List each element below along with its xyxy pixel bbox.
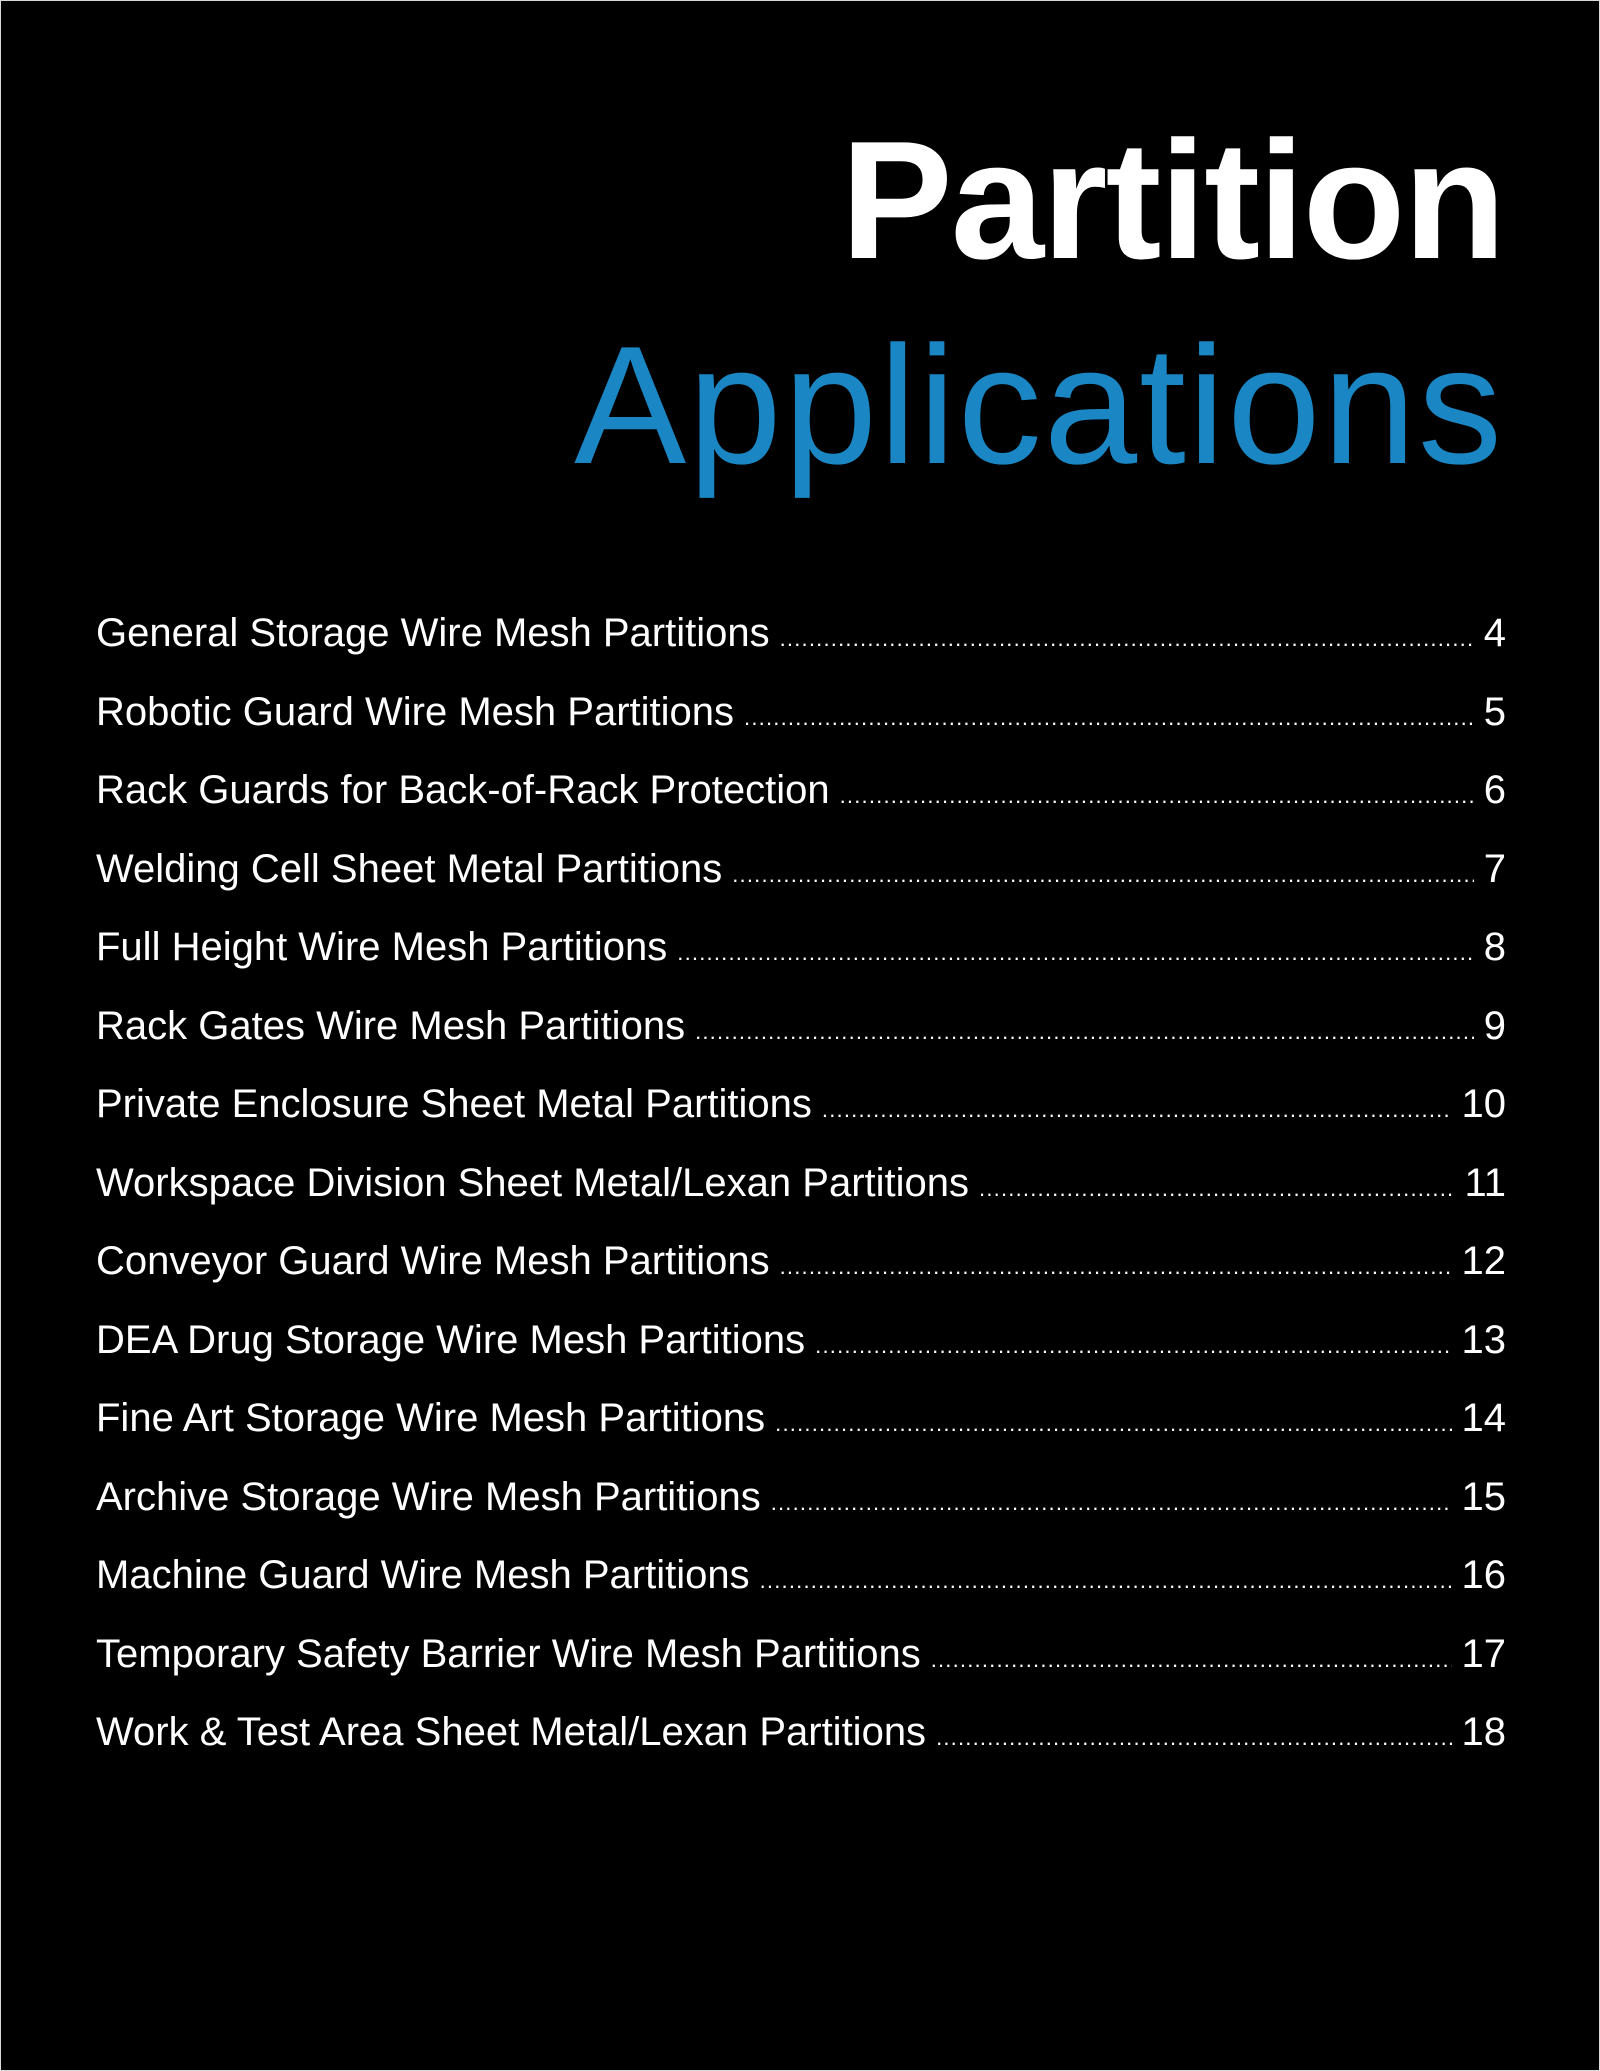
toc-entry-label: Work & Test Area Sheet Metal/Lexan Partitions [96, 1710, 927, 1754]
dot-leader [780, 626, 1474, 652]
toc-entry-page: 9 [1483, 1003, 1506, 1048]
toc-entry-label: Full Height Wire Mesh Partitions [96, 925, 668, 969]
dot-leader [840, 783, 1474, 809]
toc-entry-label: Conveyor Guard Wire Mesh Partitions [96, 1239, 770, 1283]
toc-entry-page: 8 [1483, 925, 1506, 969]
dot-leader [732, 862, 1474, 888]
toc-entry[interactable] [96, 768, 1506, 847]
toc-entry-page: 7 [1483, 846, 1506, 891]
dot-leader [931, 1647, 1452, 1673]
toc-entry-page: 14 [1461, 1396, 1506, 1440]
toc-entry-label: Robotic Guard Wire Mesh Partitions [96, 689, 735, 734]
dot-leader [695, 1019, 1474, 1045]
toc-entry[interactable] [96, 925, 1506, 1004]
toc-entry-page: 18 [1461, 1710, 1506, 1754]
dot-leader [815, 1333, 1451, 1359]
toc-entry-page: 6 [1483, 768, 1506, 812]
toc-entry[interactable] [96, 1318, 1506, 1397]
toc-entry[interactable] [96, 1239, 1506, 1318]
toc-entry-label: Workspace Division Sheet Metal/Lexan Partitions [96, 1160, 970, 1205]
toc-entry-page: 10 [1461, 1082, 1506, 1126]
toc-entry-page: 11 [1464, 1160, 1506, 1205]
title-applications: Applications [574, 311, 1504, 499]
toc-entry-label: Rack Guards for Back-of-Rack Protection [96, 768, 830, 812]
toc-entry-page: 5 [1483, 689, 1506, 734]
toc-entry[interactable] [96, 847, 1506, 926]
toc-entry-page: 13 [1461, 1317, 1506, 1362]
toc-entry[interactable] [96, 1082, 1506, 1161]
toc-entry[interactable] [96, 1004, 1506, 1083]
toc-entry[interactable] [96, 1632, 1506, 1711]
toc-entry-page: 12 [1461, 1239, 1506, 1283]
toc-entry[interactable] [96, 1710, 1506, 1789]
toc-entry-label: General Storage Wire Mesh Partitions [96, 611, 770, 655]
dot-leader [979, 1176, 1454, 1202]
toc-entry[interactable] [96, 611, 1506, 690]
toc-entry[interactable] [96, 1553, 1506, 1632]
table-of-contents [96, 611, 1506, 1789]
toc-entry-page: 4 [1483, 611, 1506, 655]
toc-entry-page: 17 [1461, 1631, 1506, 1676]
toc-entry[interactable] [96, 1396, 1506, 1475]
dot-leader [744, 705, 1474, 731]
toc-entry-label: Fine Art Storage Wire Mesh Partitions [96, 1396, 766, 1440]
toc-entry-page: 16 [1461, 1553, 1506, 1597]
dot-leader [936, 1725, 1451, 1751]
toc-entry-label: Archive Storage Wire Mesh Partitions [96, 1474, 761, 1519]
dot-leader [780, 1254, 1452, 1280]
dot-leader [771, 1490, 1452, 1516]
toc-entry-page: 15 [1461, 1474, 1506, 1519]
toc-entry-label: Private Enclosure Sheet Metal Partitions [96, 1082, 812, 1126]
dot-leader [760, 1568, 1452, 1594]
toc-entry[interactable] [96, 690, 1506, 769]
toc-entry-label: Welding Cell Sheet Metal Partitions [96, 846, 723, 891]
toc-entry-label: Machine Guard Wire Mesh Partitions [96, 1553, 750, 1597]
toc-entry-label: Rack Gates Wire Mesh Partitions [96, 1003, 686, 1048]
toc-entry-label: DEA Drug Storage Wire Mesh Partitions [96, 1317, 806, 1362]
dot-leader [677, 940, 1473, 966]
dot-leader [822, 1097, 1452, 1123]
toc-entry[interactable] [96, 1161, 1506, 1240]
toc-entry[interactable] [96, 1475, 1506, 1554]
toc-entry-label: Temporary Safety Barrier Wire Mesh Partitions [96, 1631, 921, 1676]
title-partition: Partition [840, 106, 1504, 294]
dot-leader [775, 1411, 1451, 1437]
